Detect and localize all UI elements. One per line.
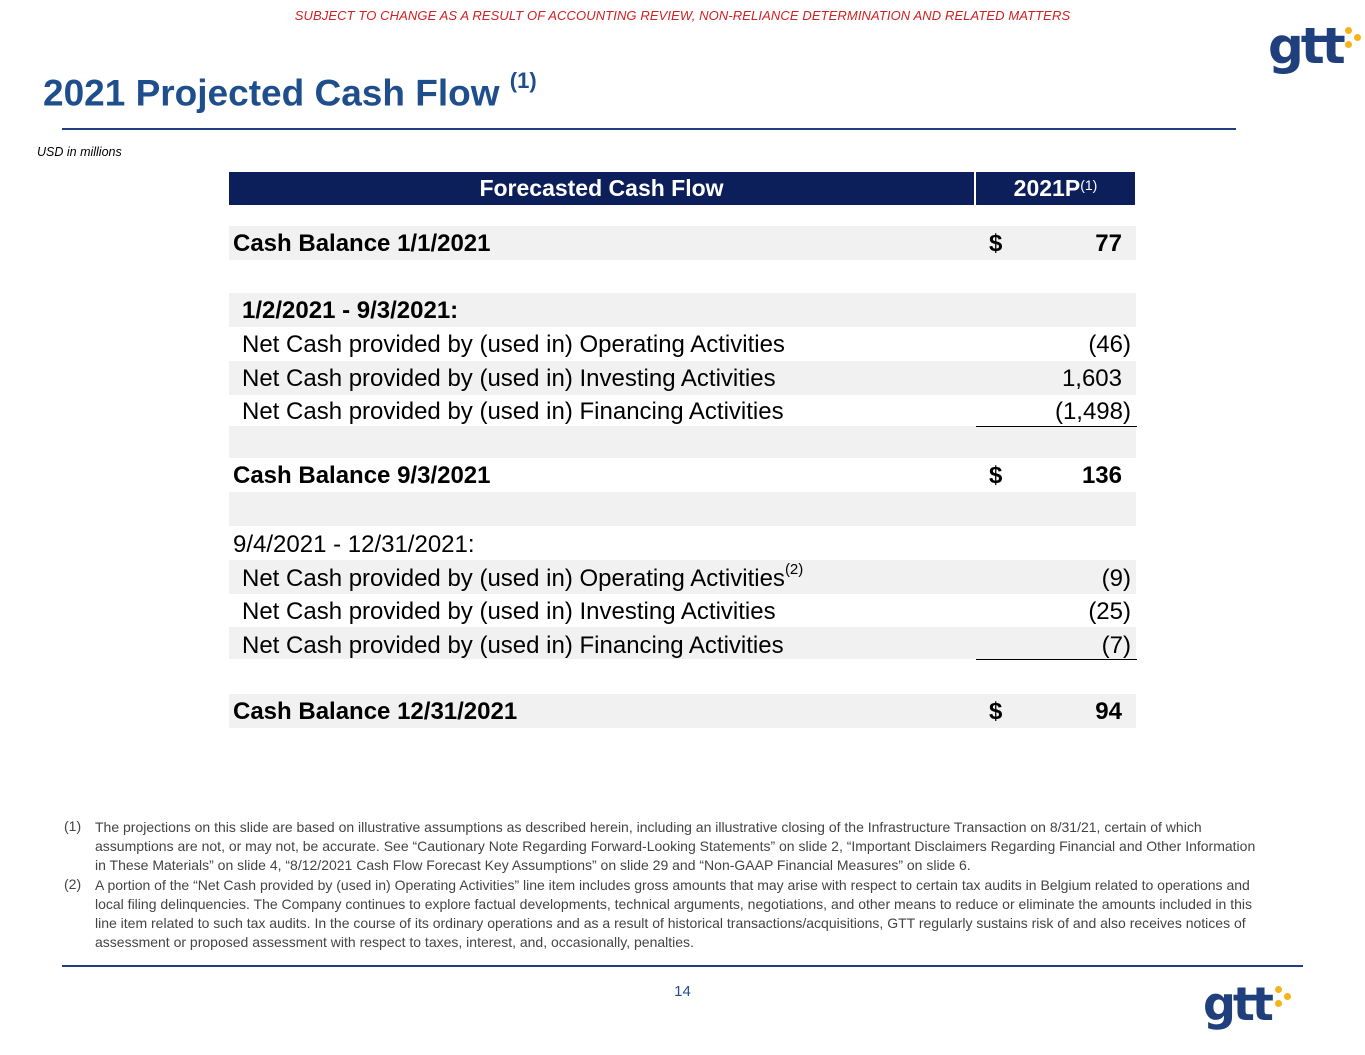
gtt-logo xyxy=(1268,18,1343,74)
p2-investing-label: Net Cash provided by (used in) Investing Activities xyxy=(242,598,776,625)
footer-divider xyxy=(62,965,1303,967)
gtt-logo-footer xyxy=(1203,978,1271,1030)
p2-financing-value: (7) xyxy=(1101,632,1131,659)
closing-balance-value: 94 xyxy=(1095,698,1122,725)
opening-balance-value: 77 xyxy=(1095,230,1122,257)
currency-symbol: $ xyxy=(989,462,1003,489)
opening-balance-label: Cash Balance 1/1/2021 xyxy=(233,230,491,257)
subtotal-underline xyxy=(976,426,1137,427)
p2-operating-label: Net Cash provided by (used in) Operating Activities$^{(2)}$ xyxy=(242,561,804,592)
page-title xyxy=(43,68,537,114)
p1-financing-value: (1,498) xyxy=(1054,398,1131,425)
logo-text: gtt xyxy=(1203,977,1271,1031)
currency-symbol: $ xyxy=(989,230,1003,257)
closing-balance-label: Cash Balance 12/31/2021 xyxy=(233,698,518,725)
title-text: 2021 Projected Cash Flow xyxy=(43,72,500,114)
row-band xyxy=(229,492,1136,526)
disclaimer-banner: SUBJECT TO CHANGE AS A RESULT OF ACCOUNTING REVIEW, NON-RELIANCE DETERMINATION AND RELATED MATTERS xyxy=(294,8,1071,23)
mid-balance-label: Cash Balance 9/3/2021 xyxy=(233,462,491,489)
period1-label: 1/2/2021 - 9/3/2021: xyxy=(242,297,459,324)
footnote-text: The projections on this slide are based on illustrative assumptions as described herein, including an illustrative closing of the Infrastructure Transaction on 8/31/21, certain of which assumptions are not, or may not, be accurate. See “Cautionary Note Regarding Forward-Looking Statements” on slide 2, “Important Disclaimers Regarding Financial and Other Information in These Materials” on slide 4, “8/12/2021 Cash Flow Forecast Key Assumptions” on slide 29 and “Non-GAAP Financial Measures” on slide 6. xyxy=(95,819,1256,873)
footnote-number: (1) xyxy=(64,818,82,834)
year-label: 2021P xyxy=(1013,175,1081,201)
p2-financing-label: Net Cash provided by (used in) Financing Activities xyxy=(242,632,784,659)
p2-operating-value: (9) xyxy=(1101,565,1131,592)
subtotal-underline xyxy=(976,659,1137,660)
footnote-number: (2) xyxy=(64,876,82,892)
mid-balance-value: 136 xyxy=(1081,462,1122,489)
footnote-text: A portion of the “Net Cash provided by (used in) Operating Activities” line item includes gross amounts that may arise with respect to certain tax audits in Belgium related to operations and local filing delinquencies. The Company continues to explore factual developments, technical arguments, negotiations, and other means to reduce or eliminate the amounts included in this line item related to such tax audits. In the course of its ordinary operations and as a result of historical transactions/acquisitions, GTT regularly sustains risk of and also receives notices of assessment or proposed assessment with respect to taxes, interest, and, occasionally, penalties. xyxy=(95,877,1252,950)
row-band xyxy=(229,426,1136,458)
title-footnote-ref: (1) xyxy=(509,68,537,93)
page-number: 14 xyxy=(674,983,691,1000)
logo-text: gtt xyxy=(1268,17,1343,75)
table-header-label: Forecasted Cash Flow xyxy=(229,172,974,205)
table-header-year xyxy=(976,172,1135,205)
p1-operating-value: (46) xyxy=(1088,331,1131,358)
units-note: USD in millions xyxy=(37,145,122,159)
p2-investing-value: (25) xyxy=(1088,598,1131,625)
p1-operating-label: Net Cash provided by (used in) Operating Activities xyxy=(242,331,785,358)
p1-investing-label: Net Cash provided by (used in) Investing Activities xyxy=(242,365,776,392)
p1-investing-value: 1,603 xyxy=(1061,365,1122,392)
currency-symbol: $ xyxy=(989,698,1003,725)
title-divider xyxy=(62,128,1236,130)
year-footnote-ref: (1) xyxy=(1080,176,1098,193)
period2-label: 9/4/2021 - 12/31/2021: xyxy=(233,531,475,558)
p2-operating-footnote-ref: (2) xyxy=(784,561,804,578)
p1-financing-label: Net Cash provided by (used in) Financing Activities xyxy=(242,398,784,425)
